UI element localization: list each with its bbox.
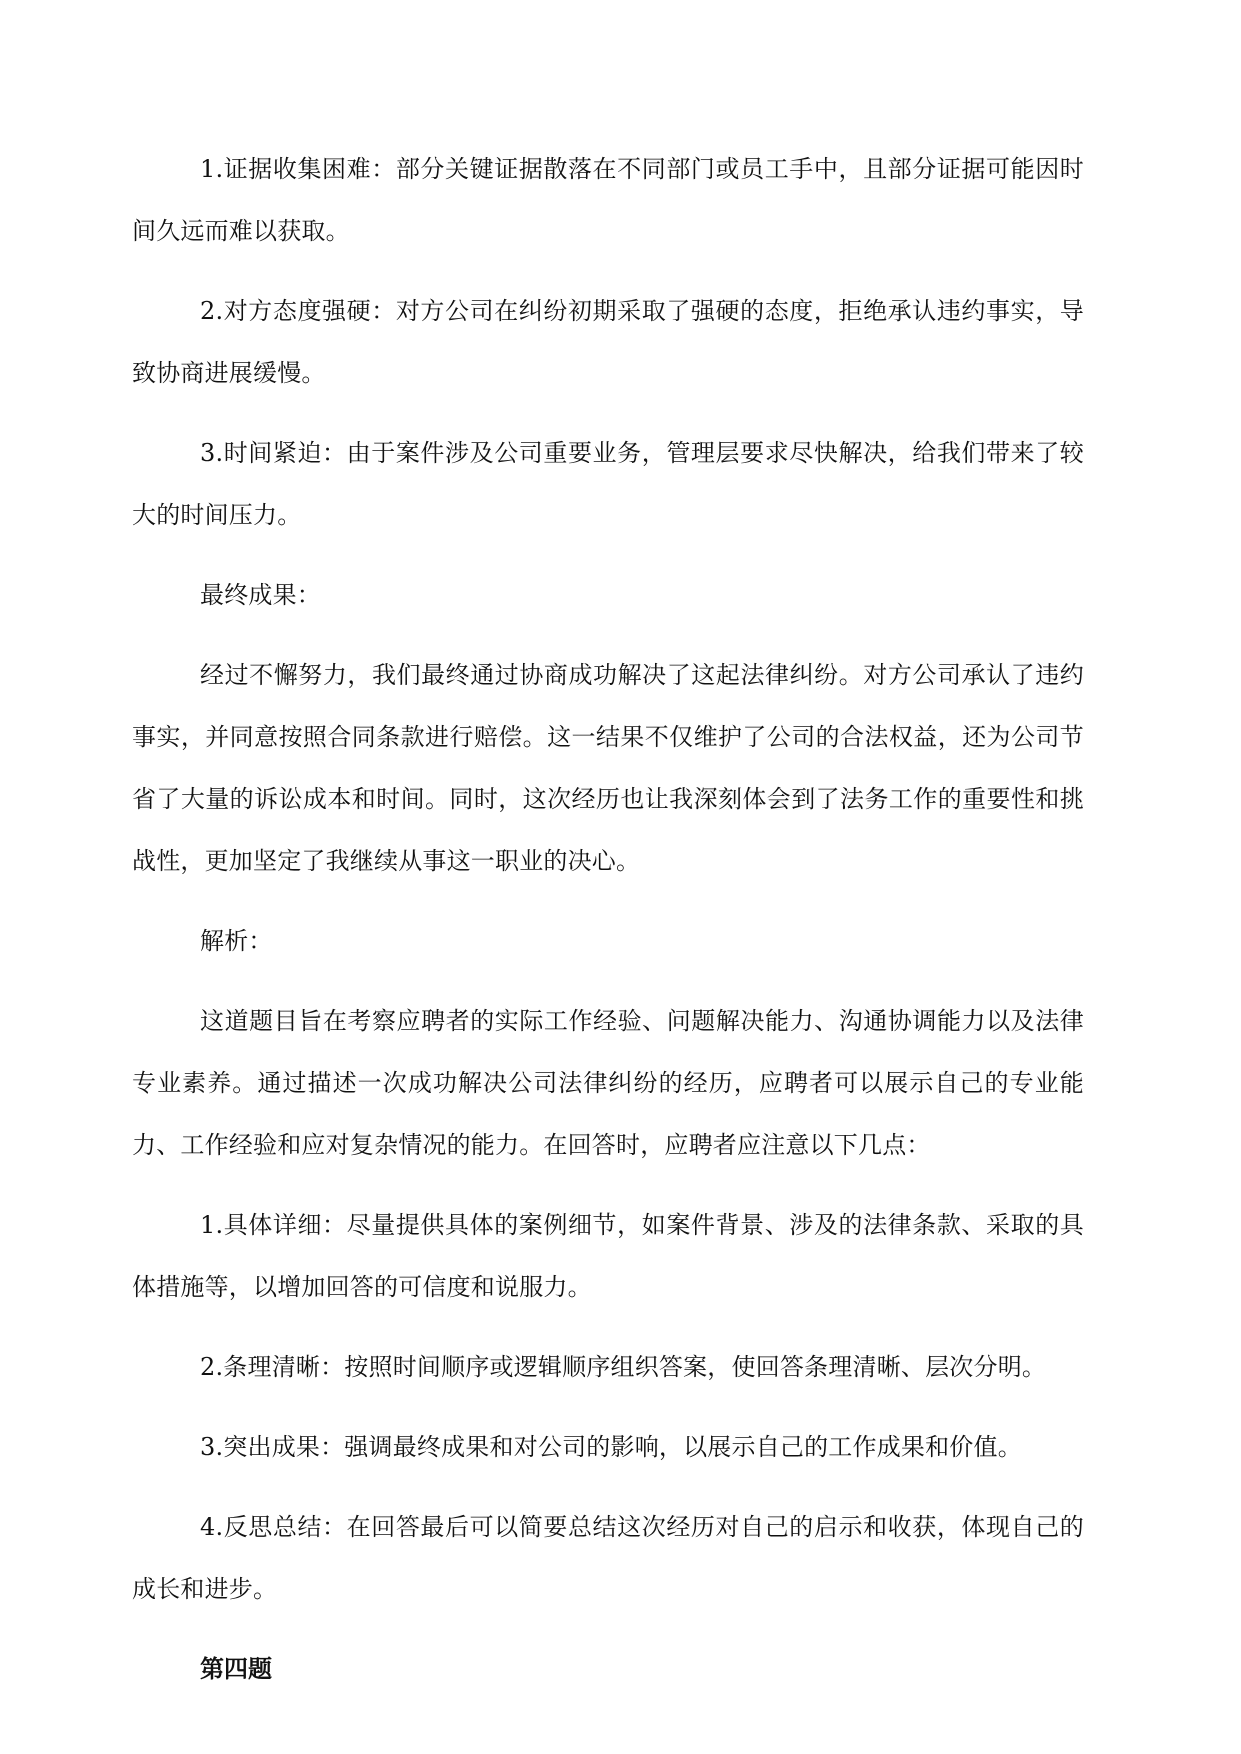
paragraph-final-result-label: 最终成果： — [200, 581, 321, 609]
paragraph-point-reflection: 4.反思总结：在回答最后可以简要总结这次经历对自己的启示和收获，体现自己的成长和进步。 — [132, 1513, 1084, 1603]
paragraph-point-clear: 2.条理清晰：按照时间顺序或逻辑顺序组织答案，使回答条理清晰、层次分明。 — [200, 1353, 1047, 1381]
paragraph-time-pressure: 3.时间紧迫：由于案件涉及公司重要业务，管理层要求尽快解决，给我们带来了较大的时间压力。 — [132, 439, 1084, 529]
document-body — [132, 138, 1084, 1700]
paragraph-opponent-attitude: 2.对方态度强硬：对方公司在纠纷初期采取了强硬的态度，拒绝承认违约事实，导致协商进展缓慢。 — [132, 297, 1084, 387]
section-heading: 第四题 — [200, 1655, 272, 1683]
paragraph-final-result: 经过不懈努力，我们最终通过协商成功解决了这起法律纠纷。对方公司承认了违约事实，并同意按照合同条款进行赔偿。这一结果不仅维护了公司的合法权益，还为公司节省了大量的诉讼成本和时间。同时，这次经历也让我深刻体会到了法务工作的重要性和挑战性，更加坚定了我继续从事这一职业的决心。 — [132, 661, 1084, 875]
paragraph-analysis-label: 解析： — [200, 927, 273, 955]
paragraph-evidence-difficulty: 1.证据收集困难：部分关键证据散落在不同部门或员工手中，且部分证据可能因时间久远而难以获取。 — [132, 155, 1084, 245]
paragraph-analysis: 这道题目旨在考察应聘者的实际工作经验、问题解决能力、沟通协调能力以及法律专业素养。通过描述一次成功解决公司法律纠纷的经历，应聘者可以展示自己的专业能力、工作经验和应对复杂情况的能力。在回答时，应聘者应注意以下几点： — [132, 1007, 1084, 1159]
paragraph-point-results: 3.突出成果：强调最终成果和对公司的影响，以展示自己的工作成果和价值。 — [200, 1433, 1022, 1461]
paragraph-point-specific: 1.具体详细：尽量提供具体的案例细节，如案件背景、涉及的法律条款、采取的具体措施等，以增加回答的可信度和说服力。 — [132, 1211, 1084, 1301]
